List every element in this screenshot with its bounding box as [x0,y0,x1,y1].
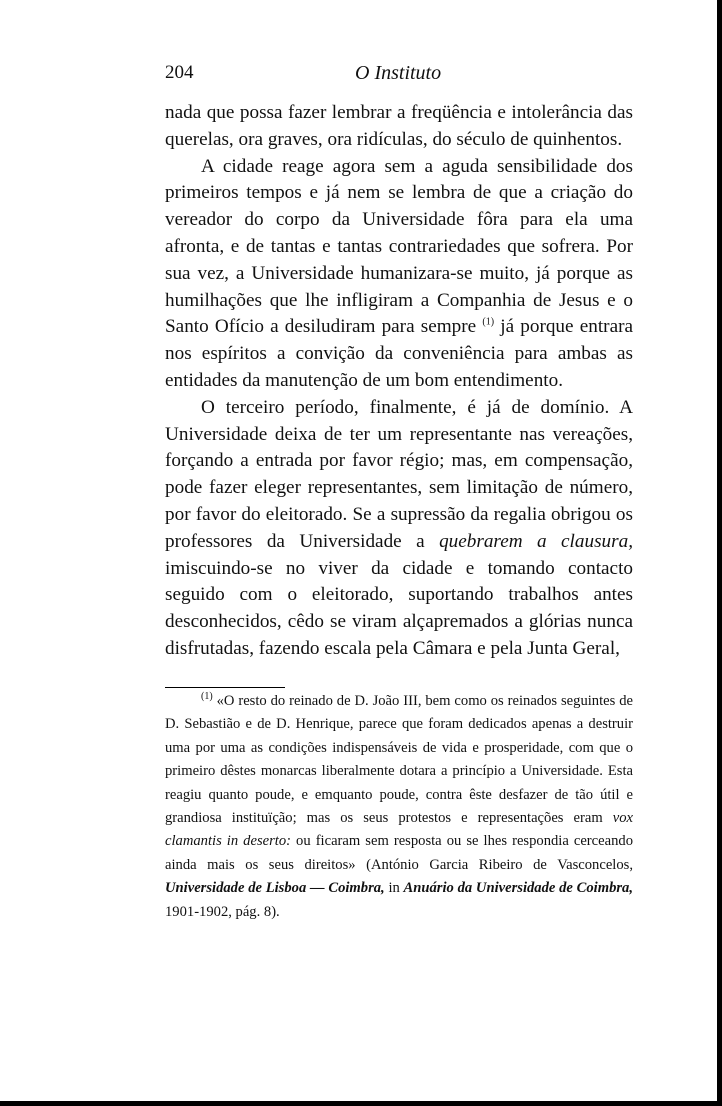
footnote-text-d: 1901-1902, pág. 8). [165,903,280,920]
footnote-text [165,690,633,924]
footnote-reference[interactable]: (1) [482,316,495,328]
footnote-italic-3: Anuário da Universidade de Coimbra, [403,880,633,897]
footnote-rule [165,687,285,688]
footnote-italic-2: Universidade de Lisboa — Coimbra, [165,880,385,897]
footnote-text-a: «O resto do reinado de D. João III, bem como os reinados seguintes de D. Sebastião e de D. Henrique, parece que foram dedicados apenas a destruir uma por uma as condições indispensáveis de vida e prosperidade, com que o primeiro dêstes monarcas liberalmente dotara a princípio a Universidade. Esta reagiu quanto poude, e emquanto poude, contra êste desfazer de tão útil e grandiosa instituïção; mas os seus protestos e representações eram [165,693,633,827]
footnote-marker: (1) [201,691,213,703]
paragraph-1-text: nada que possa fazer lembrar a freqüência e intolerância das querelas, ora graves, ora ridículas, do século de quinhentos. [165,102,633,150]
paragraph-3-text-a: O terceiro período, finalmente, é já de domínio. A Universidade deixa de ter um representante nas vereações, forçando a entrada por favor régio; mas, em compensação, pode fazer eleger representantes, sem limitação de número, por favor do eleitorado. Se a supressão da regalia obrigou os professores da Universidade a [165,396,633,552]
footnote-text-b: ou ficaram sem resposta ou se lhes respondia cerceando ainda mais os seus direitos» (António Garcia Ribeiro de Vasconcelos, [165,833,633,873]
page-header [165,62,633,86]
paragraph-3-text-b: imiscuindo-se no viver da cidade e tomando contacto seguido com o eleitorado, suportando trabalhos antes desconhecidos, cêdo se viram alçapremados a glórias nunca disfrutadas, fazendo escala pela Câmara e pela Junta Geral, [165,557,633,659]
paragraph-2 [165,154,633,395]
paragraph-3 [165,395,633,663]
paragraph-2-text-a: A cidade reage agora sem a aguda sensibilidade dos primeiros tempos e já nem se lembra de que a criação do vereador do corpo da Universidade fôra para ela uma afronta, e de tantas e tantas contrariedades que sofrera. Por sua vez, a Universidade humanizara-se muito, já porque as humilhações que lhe infligiram a Companhia de Jesus e o Santo Ofício a desiludiram para sempre [165,155,633,338]
footnote [165,690,633,924]
running-title: O Instituto [355,62,442,84]
body-text [165,100,633,663]
footnote-italic-1: vox clamantis in deserto: [165,810,633,850]
paragraph-2-text-b: já porque entrara nos espíritos a convição da conveniência para ambas as entidades da manutenção de um bom entendimento. [165,316,633,391]
paragraph-3-italic: quebrarem a clausura, [439,530,633,552]
paragraph-1 [165,100,633,154]
page-number: 204 [165,62,194,83]
footnote-text-c: in [384,880,404,897]
